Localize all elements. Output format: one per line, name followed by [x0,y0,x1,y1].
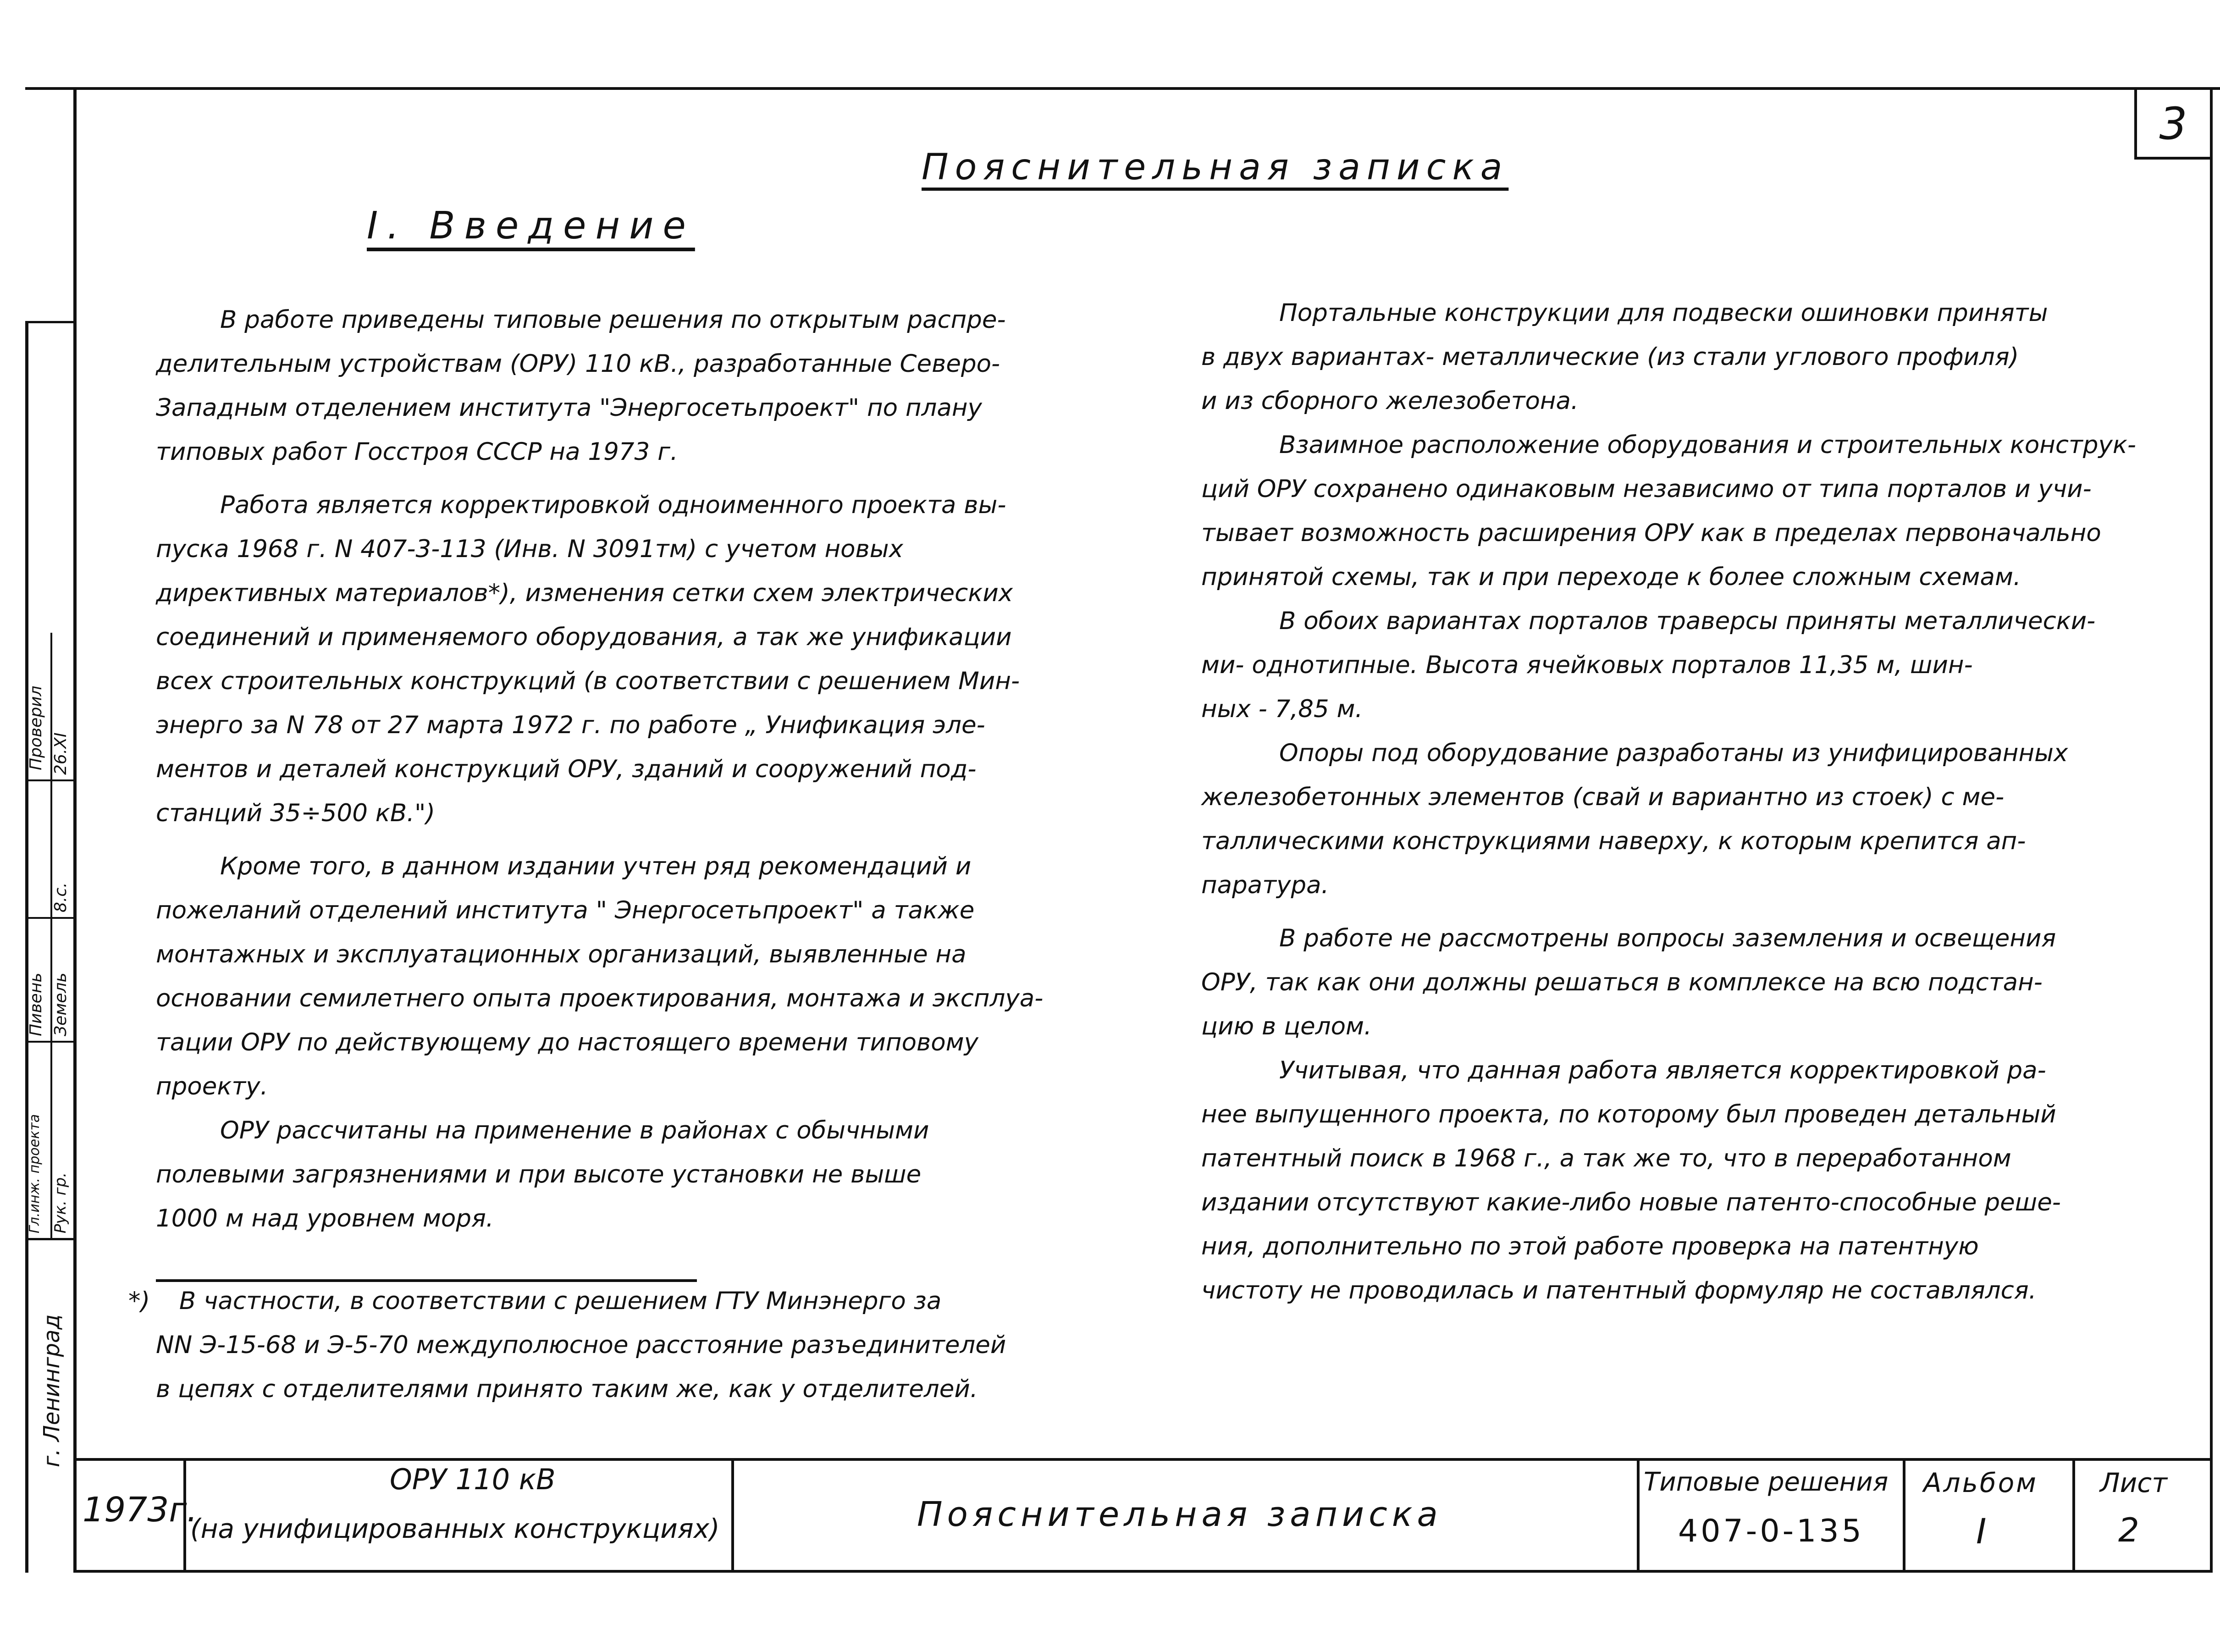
text-line: В работе приведены типовые решения по открытым распре- [220,306,1006,334]
title-block-divider [1903,1458,1905,1573]
title-block-top-rule [73,1458,2213,1461]
footnote [128,1279,1137,1411]
text-line: станций 35÷500 кВ.") [156,799,436,827]
side-role-proveril: Проверил [27,685,45,770]
side-stamp-rule [50,633,52,1238]
text-line: пожеланий отделений института " Энергосетьпроект" а также [156,896,975,924]
series-label: Типовые решения [1644,1467,1889,1497]
text-line: 1000 м над уровнем моря. [156,1204,494,1232]
text-line: полевыми загрязнениями и при высоте установки не выше [156,1160,922,1188]
text-line: NN Э-15-68 и Э-5-70 междуполюсное расстояние разъединителей [156,1331,1006,1359]
text-line: ния, дополнительно по этой работе проверка на патентную [1201,1232,1979,1260]
text-line: цию в целом. [1201,1012,1372,1040]
side-name-zemel: Земель [51,972,70,1036]
text-line: в цепях с отделителями принято таким же, как у отделителей. [156,1375,978,1403]
side-date: 8.с. [51,882,70,912]
side-stamp-rule [25,321,76,323]
text-line: Учитывая, что данная работа является корректировкой ра- [1279,1056,2046,1084]
text-line: тации ОРУ по действующему до настоящего времени типовому [156,1028,979,1056]
text-line: пуска 1968 г. N 407-3-113 (Инв. N 3091тм) с учетом новых [156,535,903,563]
side-organization: г. Ленинград [39,1314,65,1467]
text-line: ОРУ рассчитаны на применение в районах с обычными [220,1116,929,1144]
text-line: ОРУ, так как они должны решаться в комплексе на всю подстан- [1201,968,2043,996]
text-line: чистоту не проводилась и патентный формуляр не составлялся. [1201,1276,2037,1304]
side-role-rukgr: Рук. гр. [51,1172,70,1233]
right-column [1201,291,2164,1313]
side-name-piven: Пивень [27,972,45,1036]
side-stamp-rule [25,917,76,919]
side-role-glinzh: Гл.инж. проекта [27,1114,43,1233]
text-line: в двух вариантах- металлические (из стали углового профиля) [1201,343,2019,371]
text-line: ных - 7,85 м. [1201,695,1363,723]
text-line: энерго за N 78 от 27 марта 1972 г. по работе „ Унификация эле- [156,711,985,739]
text-line: ментов и деталей конструкций ОРУ, зданий и сооружений под- [156,755,977,783]
footnote-marker: *) [128,1287,150,1315]
title-block-divider [1637,1458,1640,1573]
page-number-box-bottom [2134,157,2213,160]
title-block-divider [731,1458,734,1573]
text-line: ми- однотипные. Высота ячейковых порталов 11,35 м, шин- [1201,651,1973,679]
text-line: Работа является корректировкой одноименного проекта вы- [220,491,1006,519]
text-line: В частности, в соответствии с решением ГТУ Минэнерго за [179,1287,942,1315]
text-line: Опоры под оборудование разработаны из унифицированных [1279,739,2068,767]
top-border [25,87,2220,90]
side-stamp-rule [25,321,28,1573]
page-title: Пояснительная записка [922,147,1509,188]
text-line: проекту. [156,1072,268,1100]
text-line: директивных материалов*), изменения сетки схем электрических [156,579,1013,607]
page-number: 3 [2159,98,2187,149]
side-stamp-rule [25,1041,76,1043]
series-number: 407-0-135 [1678,1513,1864,1549]
side-date: 26.XI [51,732,70,775]
text-line: и из сборного железобетона. [1201,387,1579,415]
text-line: основании семилетнего опыта проектирования, монтажа и эксплуа- [156,984,1044,1012]
side-stamp-rule [25,779,76,781]
text-line: монтажных и эксплуатационных организаций, выявленные на [156,940,966,968]
text-line: Взаимное расположение оборудования и строительных конструк- [1279,431,2137,459]
text-line: железобетонных элементов (свай и вариантно из стоек) с ме- [1201,783,2005,811]
text-line: делительным устройствам (ОРУ) 110 кВ., разработанные Северо- [156,350,1000,378]
side-stamp-rule [25,1238,76,1240]
album-label: Альбом [1923,1467,2038,1498]
object-name-line1: ОРУ 110 кВ [390,1463,556,1496]
text-line: нее выпущенного проекта, по которому был проведен детальный [1201,1100,2056,1128]
text-line: В работе не рассмотрены вопросы заземления и освещения [1279,924,2056,952]
sheet-label: Лист [2100,1467,2167,1498]
object-name-line2: (на унифицированных конструкциях) [190,1513,720,1544]
text-line: тывает возможность расширения ОРУ как в пределах первоначально [1201,519,2101,547]
text-line: Портальные конструкции для подвески ошиновки приняты [1279,299,2048,327]
right-border [2210,87,2213,1573]
text-line: таллическими конструкциями наверху, к которым крепится ап- [1201,827,2026,855]
left-border [73,87,77,1573]
album-value: I [1976,1511,1987,1552]
text-line: типовых работ Госстроя СССР на 1973 г. [156,438,678,466]
text-line: паратура. [1201,871,1329,899]
bottom-border [73,1570,2213,1573]
sheet-value: 2 [2118,1511,2139,1549]
text-line: соединений и применяемого оборудования, а так же унификации [156,623,1012,651]
year: 1973г. [83,1490,198,1530]
text-line: принятой схемы, так и при переходе к более сложным схемам. [1201,563,2021,591]
text-line: ций ОРУ сохранено одинаковым независимо от типа порталов и учи- [1201,475,2092,503]
left-column [156,298,1073,1241]
text-line: всех строительных конструкций (в соответствии с решением Мин- [156,667,1020,695]
text-line: патентный поиск в 1968 г., а так же то, что в переработанном [1201,1144,2011,1172]
text-line: Западным отделением института "Энергосетьпроект" по плану [156,394,982,422]
text-line: В обоих вариантах порталов траверсы приняты металлически- [1279,607,2096,635]
title-block-divider [2072,1458,2075,1573]
text-line: Кроме того, в данном издании учтен ряд рекомендаций и [220,852,972,880]
text-line: издании отсутствуют какие-либо новые патенто-способные реше- [1201,1188,2061,1216]
document-title: Пояснительная записка [917,1495,1442,1534]
section-heading: I. Введение [367,204,695,248]
